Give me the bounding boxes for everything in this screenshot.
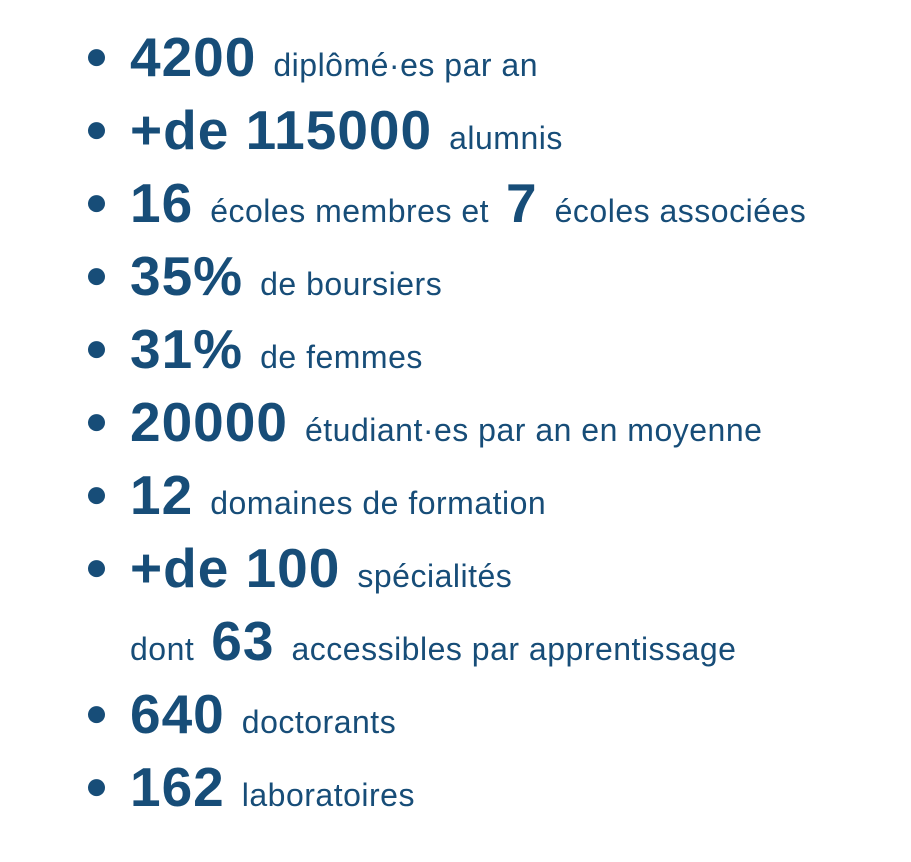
bullet-circle-icon	[88, 706, 105, 723]
stat-line	[130, 26, 538, 88]
stat-number: 640	[130, 683, 225, 745]
stat-line	[130, 610, 737, 672]
stat-label: spécialités	[357, 558, 513, 594]
stat-line	[130, 683, 397, 745]
stat-item	[88, 605, 911, 678]
stat-number: 63	[211, 610, 275, 672]
bullet-circle-icon	[88, 195, 105, 212]
stat-item	[88, 21, 911, 94]
stat-label: doctorants	[241, 704, 397, 740]
stat-label: écoles associées	[554, 193, 807, 229]
stat-line	[130, 464, 547, 526]
stat-number: 16	[130, 172, 194, 234]
stat-item	[88, 532, 911, 605]
stat-line	[130, 318, 423, 380]
stat-label: diplômé·es par an	[273, 47, 538, 83]
stat-line	[130, 756, 415, 818]
stat-item	[88, 386, 911, 459]
stat-line	[130, 391, 763, 453]
stat-label: étudiant·es par an en moyenne	[304, 412, 763, 448]
stat-number: 20000	[130, 391, 288, 453]
bullet-circle-icon	[88, 779, 105, 796]
bullet-circle-icon	[88, 560, 105, 577]
stat-label: de boursiers	[260, 266, 443, 302]
stat-line	[130, 99, 563, 161]
bullet-circle-icon	[88, 122, 105, 139]
stat-number: 12	[130, 464, 194, 526]
stat-number: 35%	[130, 245, 244, 307]
stat-item	[88, 167, 911, 240]
stat-label: de femmes	[260, 339, 423, 375]
bullet-circle-icon	[88, 341, 105, 358]
stat-item	[88, 459, 911, 532]
stat-label: écoles membres et	[210, 193, 490, 229]
stat-number: 31%	[130, 318, 244, 380]
stat-item	[88, 94, 911, 167]
bullet-circle-icon	[88, 49, 105, 66]
stat-item	[88, 313, 911, 386]
bullet-circle-icon	[88, 487, 105, 504]
stat-line	[130, 537, 513, 599]
bullet-circle-icon	[88, 414, 105, 431]
stat-number: 162	[130, 756, 225, 818]
stat-label: alumnis	[449, 120, 563, 156]
stat-label: laboratoires	[241, 777, 415, 813]
stat-line	[130, 245, 443, 307]
stat-number: +de 100	[130, 537, 341, 599]
stat-number: 7	[506, 172, 538, 234]
stat-item	[88, 678, 911, 751]
stat-item	[88, 751, 911, 824]
bullet-circle-icon	[88, 268, 105, 285]
stat-label: accessibles par apprentissage	[291, 631, 737, 667]
stat-label: domaines de formation	[210, 485, 547, 521]
stat-item	[88, 240, 911, 313]
stat-number: 4200	[130, 26, 257, 88]
stat-label: dont	[130, 631, 195, 667]
stat-line	[130, 172, 807, 234]
stat-number: +de 115000	[130, 99, 433, 161]
